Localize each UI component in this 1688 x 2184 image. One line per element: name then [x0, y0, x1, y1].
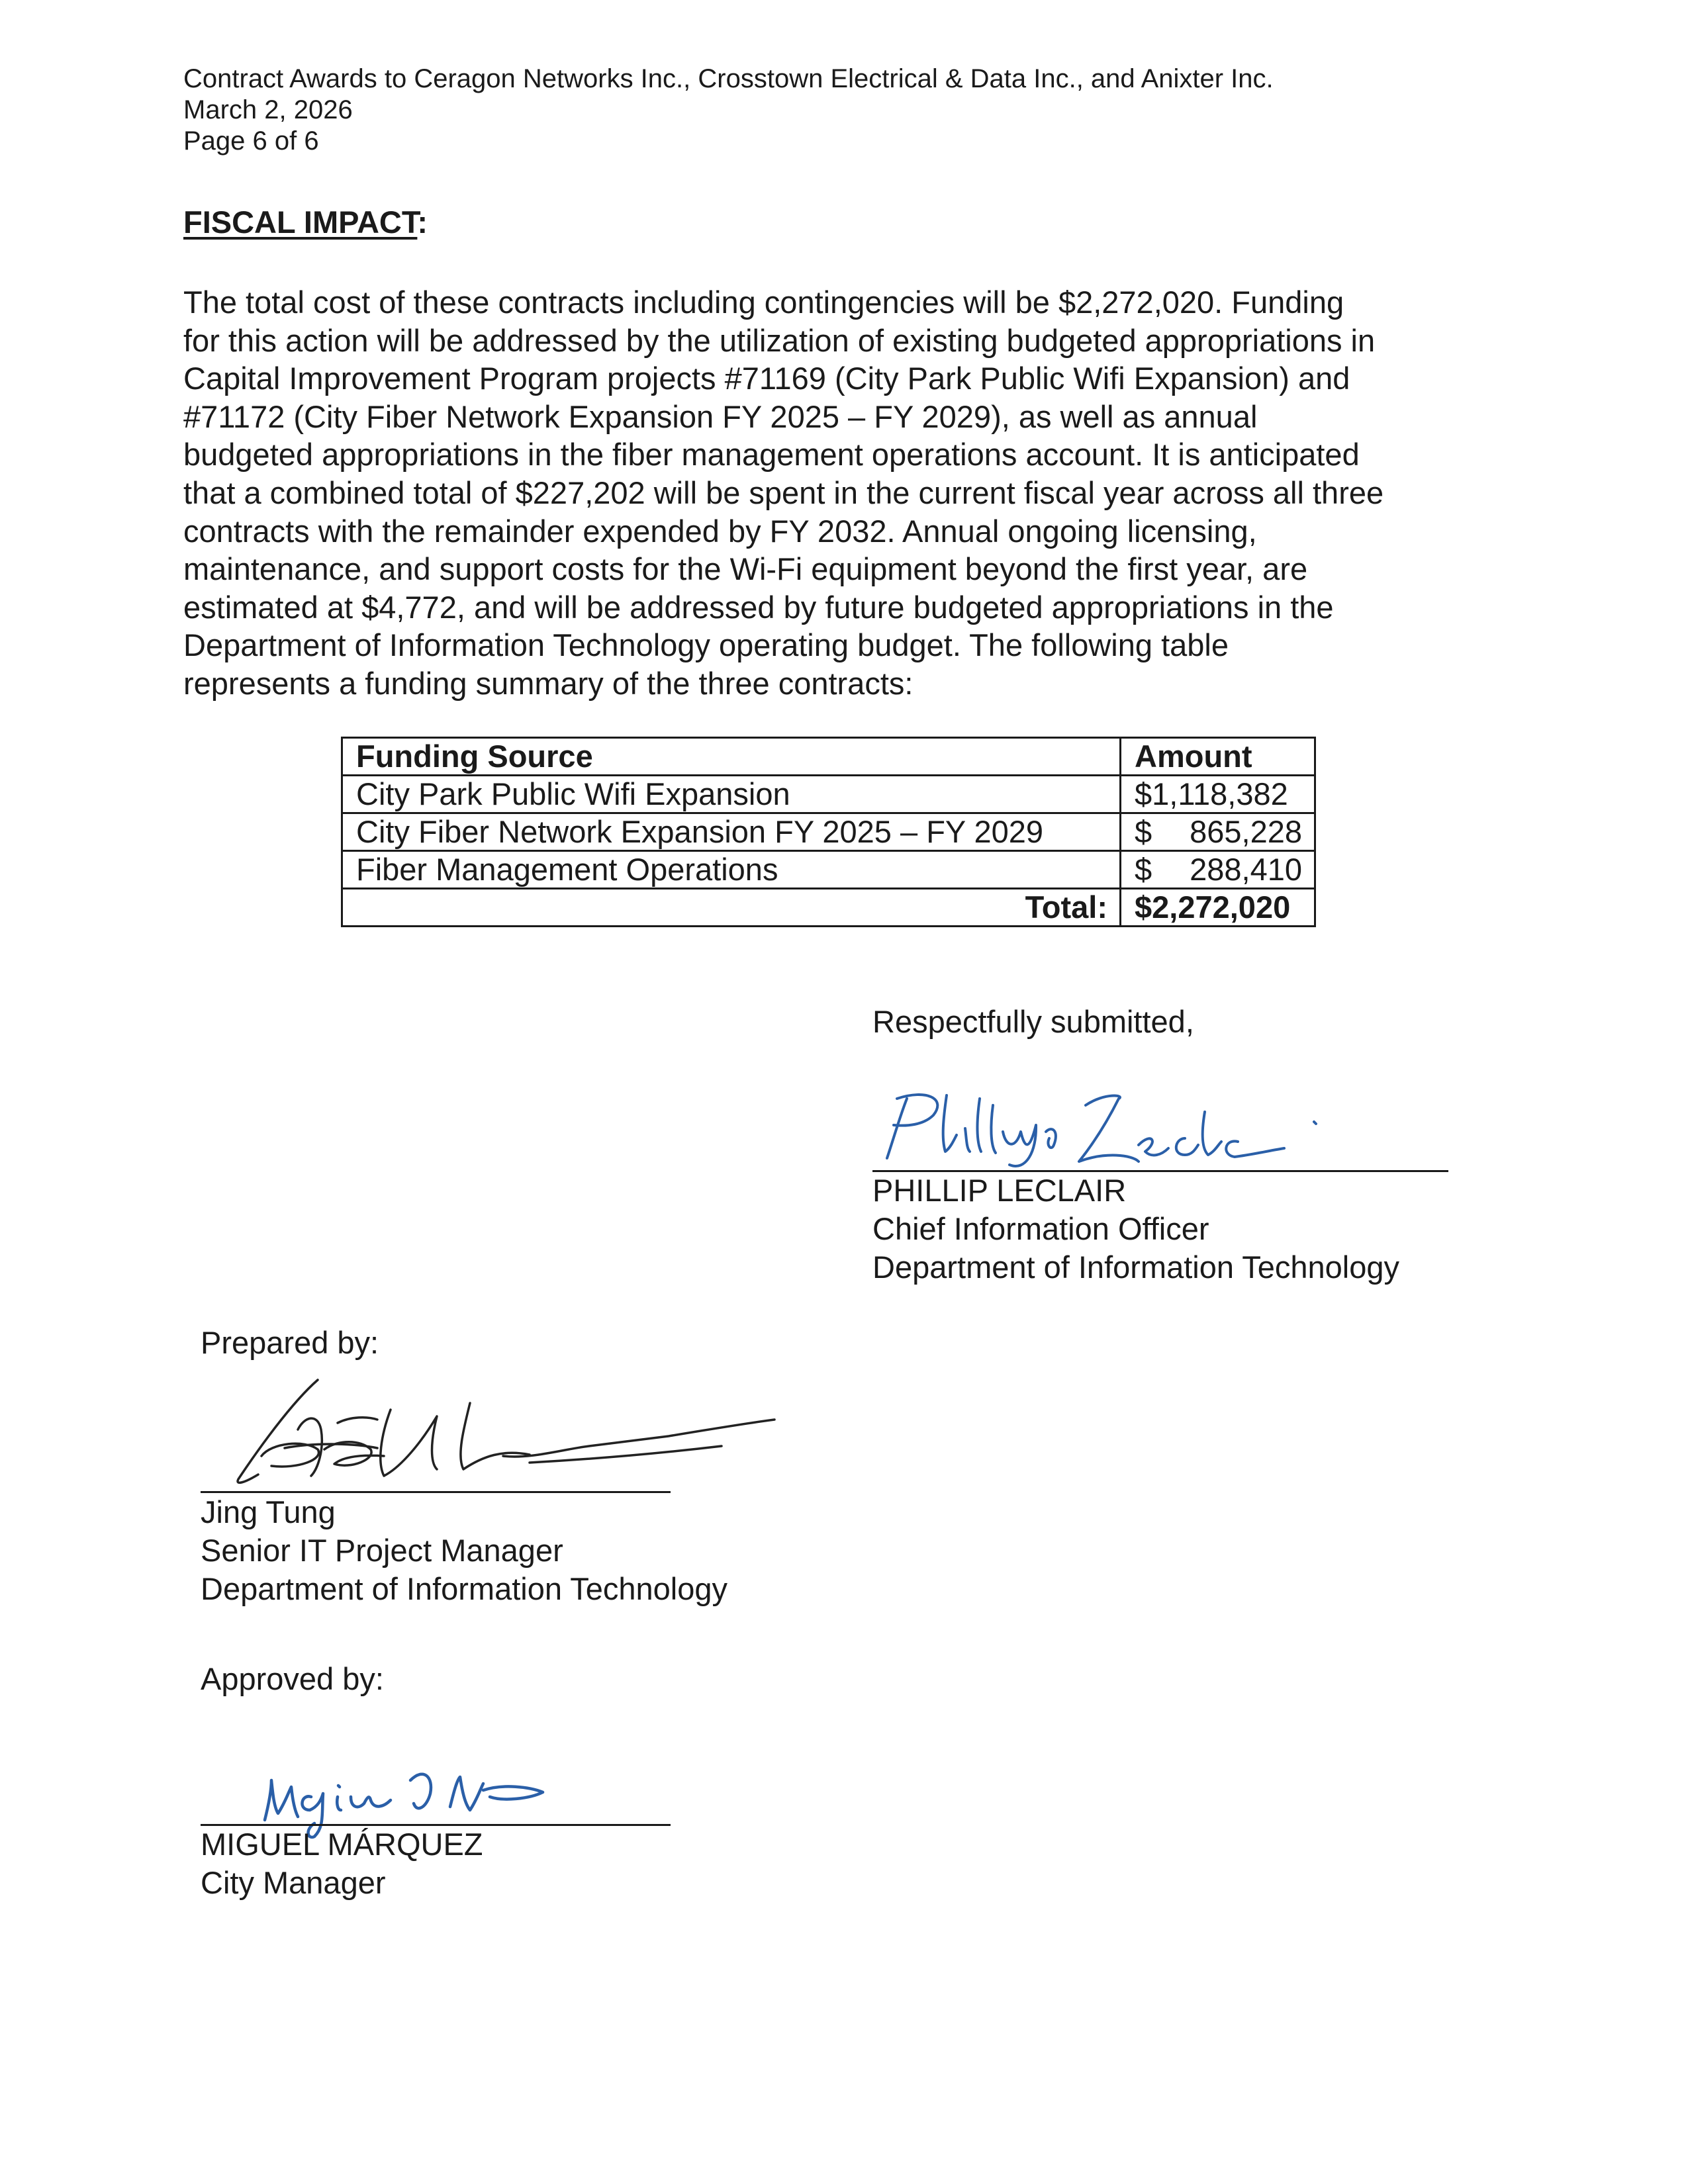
preparer-department: Department of Information Technology [201, 1571, 727, 1606]
cio-name: PHILLIP LECLAIR [872, 1173, 1127, 1208]
amount-cell [1121, 776, 1315, 813]
table-header-funding-source: Funding Source [342, 738, 1121, 776]
prepared-by-label-block [201, 1324, 379, 1362]
currency-symbol: $ [1135, 852, 1152, 887]
paragraph-line: #71172 (City Fiber Network Expansion FY 2025 – FY 2029), as well as annual [183, 398, 1258, 434]
table-total-row [342, 889, 1315, 927]
paragraph-line: Department of Information Technology operating budget. The following table [183, 627, 1229, 663]
total-amount: $2,272,020 [1121, 889, 1315, 927]
paragraph-line: budgeted appropriations in the fiber management operations account. It is anticipated [183, 437, 1360, 473]
header-date: March 2, 2026 [183, 95, 353, 124]
table-row [342, 851, 1315, 889]
amount-value: $1,118,382 [1135, 776, 1288, 811]
preparer-title: Senior IT Project Manager [201, 1533, 563, 1568]
paragraph-line: contracts with the remainder expended by FY 2032. Annual ongoing licensing, [183, 513, 1257, 549]
paragraph-line: represents a funding summary of the three contracts: [183, 665, 914, 701]
cio-department: Department of Information Technology [872, 1250, 1399, 1285]
closing-salutation: Respectfully submitted, [872, 1004, 1194, 1039]
amount-cell [1121, 813, 1315, 851]
closing-text [872, 1003, 1194, 1041]
section-title-text: FISCAL IMPACT [183, 205, 418, 240]
city-manager-name: MIGUEL MÁRQUEZ [201, 1827, 483, 1862]
amount-cell [1121, 851, 1315, 889]
amount-value: 288,410 [1190, 852, 1302, 887]
funding-source-cell: Fiber Management Operations [342, 851, 1121, 889]
paragraph-line: Capital Improvement Program projects #71169 (City Park Public Wifi Expansion) and [183, 361, 1350, 396]
amount-value: 865,228 [1190, 814, 1302, 849]
header-page-number: Page 6 of 6 [183, 126, 319, 156]
paragraph-line: estimated at $4,772, and will be addressed by future budgeted appropriations in the [183, 589, 1334, 625]
paragraph-line: for this action will be addressed by the utilization of existing budgeted appropriations in [183, 322, 1376, 358]
section-title-colon: : [417, 205, 428, 240]
approved-by-label: Approved by: [201, 1661, 384, 1696]
currency-symbol: $ [1135, 814, 1152, 849]
fiscal-impact-paragraph [183, 283, 1383, 703]
city-manager-title: City Manager [201, 1865, 386, 1900]
funding-source-cell: City Fiber Network Expansion FY 2025 – FY 2029 [342, 813, 1121, 851]
preparer-name: Jing Tung [201, 1494, 336, 1529]
funding-source-cell: City Park Public Wifi Expansion [342, 776, 1121, 813]
table-row [342, 776, 1315, 813]
table-row [342, 813, 1315, 851]
approved-by-label-block [201, 1660, 384, 1698]
table-header-row [342, 738, 1315, 776]
paragraph-line: maintenance, and support costs for the Wi-Fi equipment beyond the first year, are [183, 551, 1308, 587]
prepared-by-label: Prepared by: [201, 1325, 379, 1360]
funding-summary-table [341, 737, 1316, 927]
city-manager-info [201, 1825, 483, 1902]
preparer-info [201, 1493, 727, 1608]
paragraph-line: The total cost of these contracts including contingencies will be $2,272,020. Funding [183, 285, 1344, 320]
total-label: Total: [342, 889, 1121, 927]
page-header [183, 64, 1274, 157]
preparer-signature [218, 1377, 788, 1496]
table-header-amount: Amount [1121, 738, 1315, 776]
paragraph-line: that a combined total of $227,202 will be spent in the current fiscal year across all three [183, 475, 1384, 510]
cio-info [872, 1171, 1399, 1287]
header-subject: Contract Awards to Ceragon Networks Inc., Crosstown Electrical & Data Inc., and Anixter Inc. [183, 64, 1274, 93]
section-title-fiscal-impact [183, 204, 428, 240]
cio-signature [867, 1085, 1350, 1171]
cio-title: Chief Information Officer [872, 1211, 1209, 1246]
